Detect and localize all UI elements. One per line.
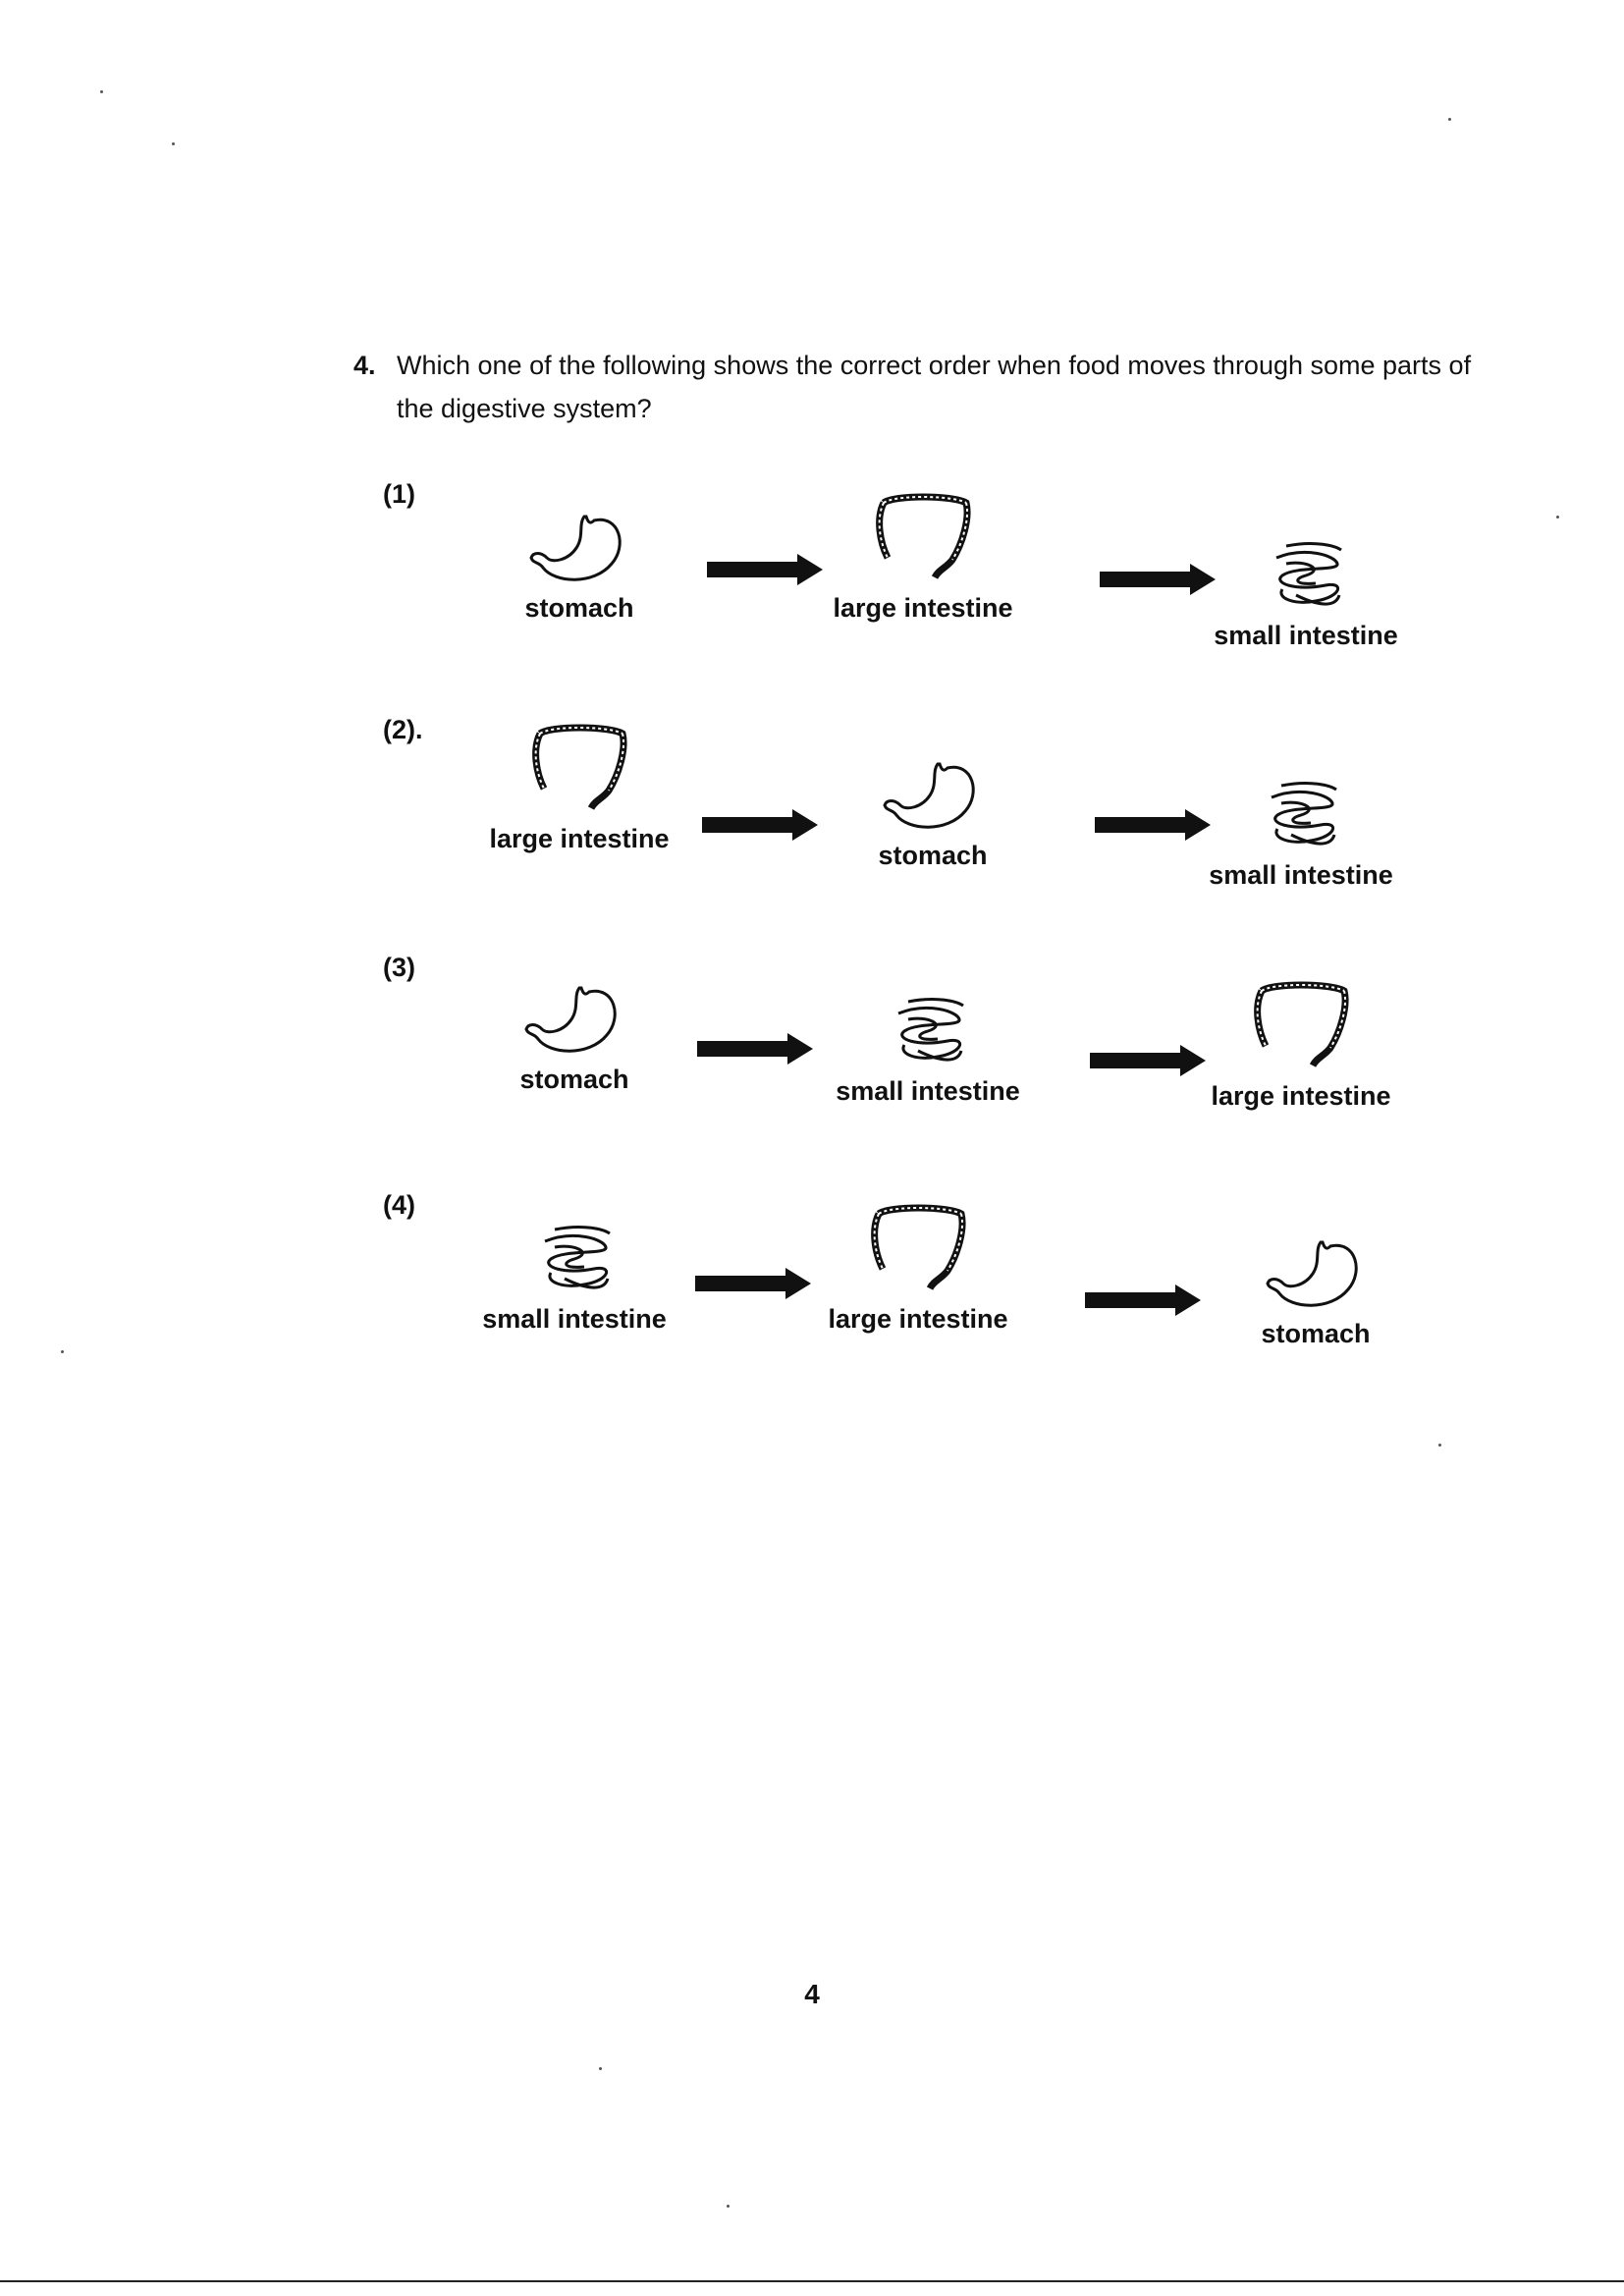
small-intestine-icon [1257,536,1355,615]
small-intestine-icon [879,992,977,1070]
scan-speck [1438,1444,1441,1447]
organ-label: large intestine [489,824,670,853]
organ-large-intestine [1183,977,1419,1112]
scan-speck [61,1350,64,1353]
right-arrow-icon [702,805,820,845]
scan-speck [1556,516,1559,519]
scan-speck [727,2205,730,2208]
organ-large-intestine [805,489,1041,624]
large-intestine-icon [520,720,638,818]
organ-small-intestine [457,1220,692,1335]
organ-small-intestine [1183,776,1419,891]
large-intestine-icon [864,489,982,587]
organ-large-intestine [461,720,697,854]
organ-label: stomach [519,1065,629,1094]
option-label: (2). [383,715,423,744]
organ-label: stomach [524,593,634,623]
scan-speck [1448,118,1451,121]
stomach-icon [520,980,628,1059]
organ-label: small intestine [1209,860,1393,890]
scan-speck [100,90,103,93]
question-number: 4. [353,351,376,380]
option-2[interactable] [383,715,1512,931]
option-1[interactable] [383,479,1512,695]
right-arrow-icon [695,1264,813,1303]
large-intestine-icon [859,1200,977,1298]
bottom-rule [0,2280,1624,2282]
right-arrow-icon [697,1029,815,1068]
option-label: (1) [383,479,415,509]
organ-large-intestine [800,1200,1036,1335]
organ-small-intestine [1188,536,1424,651]
question-text: Which one of the following shows the correct order when food moves through some parts of the digestive system? [397,351,1472,423]
page-number: 4 [804,1979,820,2009]
organ-label: small intestine [482,1304,667,1334]
option-label: (3) [383,953,415,982]
organ-stomach [461,509,697,624]
stomach-icon [525,509,633,587]
organ-small-intestine [810,992,1046,1107]
organ-label: large intestine [833,593,1013,623]
large-intestine-icon [1242,977,1360,1075]
organ-label: large intestine [828,1304,1008,1334]
organ-label: small intestine [836,1076,1020,1106]
organ-label: stomach [1261,1319,1371,1348]
stomach-icon [879,756,987,835]
right-arrow-icon [1085,1281,1203,1320]
organ-stomach [457,980,692,1095]
scan-speck [599,2067,602,2070]
organ-label: large intestine [1211,1081,1391,1111]
small-intestine-icon [1252,776,1350,854]
stomach-icon [1262,1234,1370,1313]
scan-speck [172,142,175,145]
option-4[interactable] [383,1190,1512,1406]
organ-stomach [815,756,1051,871]
option-label: (4) [383,1190,415,1220]
small-intestine-icon [525,1220,623,1298]
organ-stomach [1198,1234,1434,1349]
organ-label: small intestine [1214,621,1398,650]
organ-label: stomach [878,841,988,870]
option-3[interactable] [383,953,1512,1169]
